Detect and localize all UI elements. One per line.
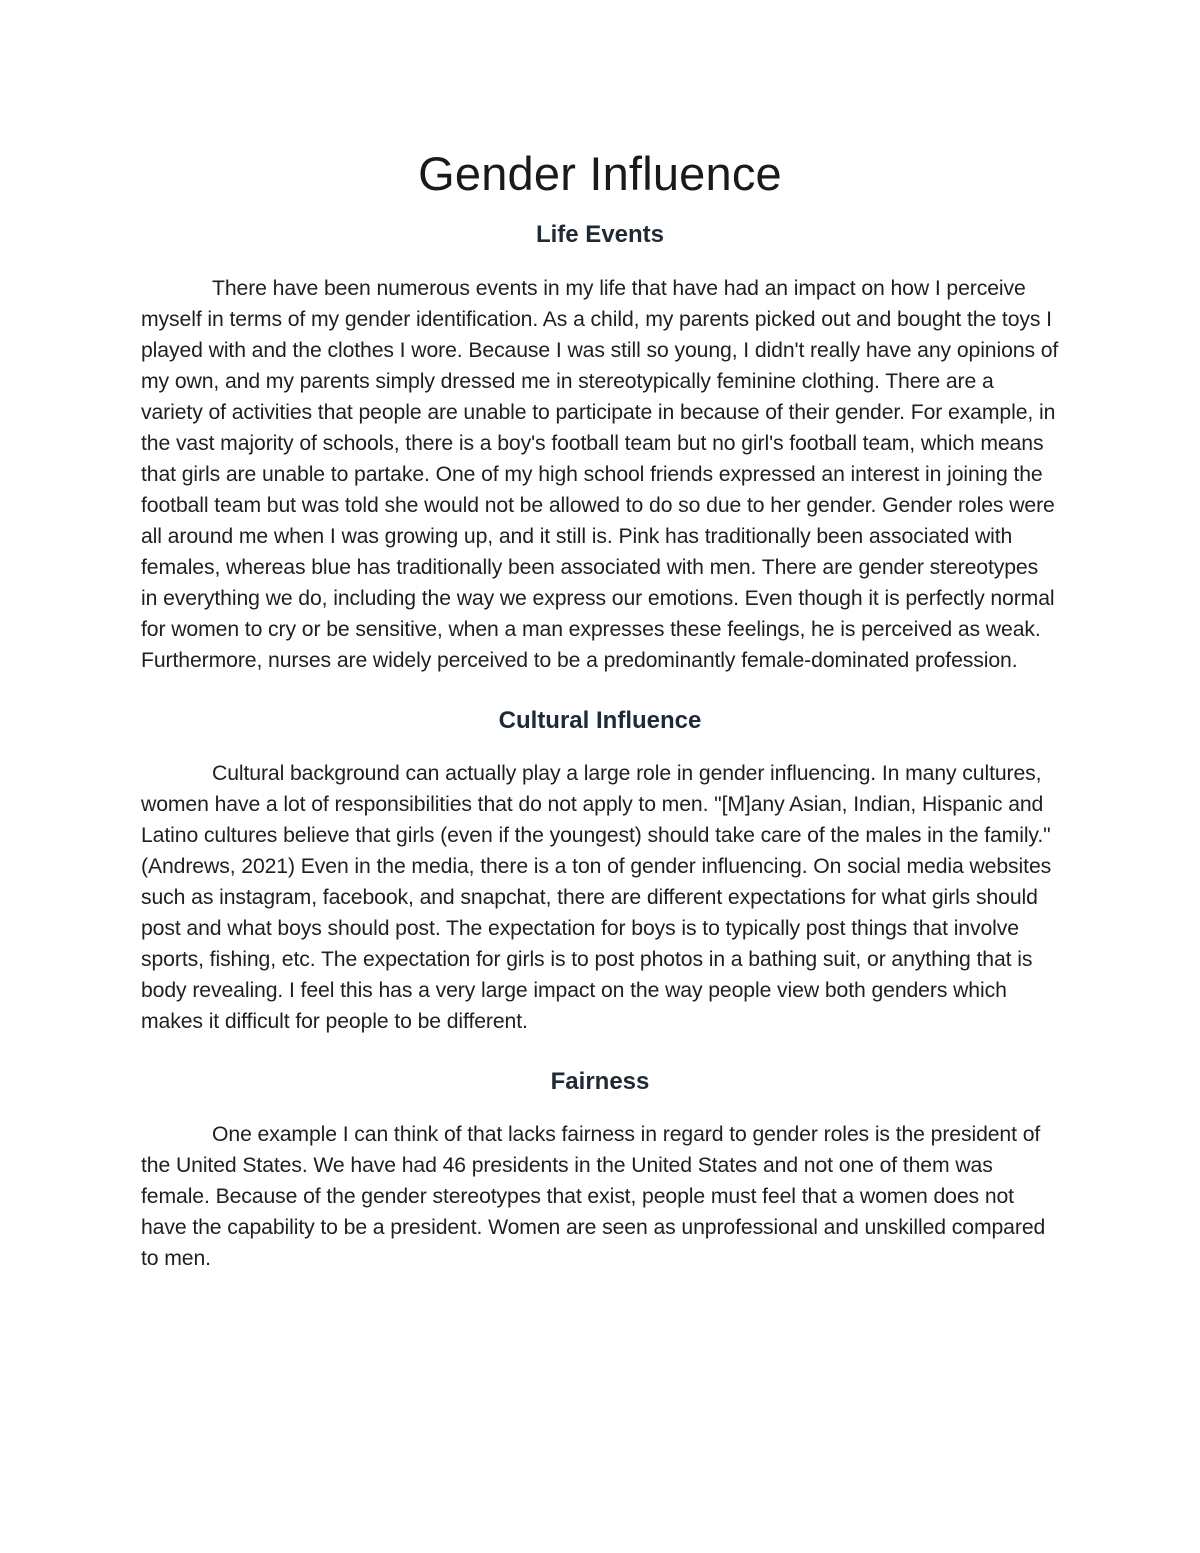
section-heading-cultural-influence: Cultural Influence — [498, 707, 702, 734]
paragraph-fairness: One example I can think of that lacks fairness in regard to gender roles is the president of the United States. We have had 46 presidents in the United States and not one of them was female. Because of the gender stereotypes that exist, people must feel that a women does not have the capability to be a president. Women are seen as unprofessional and unskilled compared to men. — [141, 1123, 1046, 1270]
section-heading-fairness: Fairness — [550, 1068, 650, 1095]
document-title: Gender Influence — [418, 147, 782, 200]
paragraph-life-events: There have been numerous events in my life that have had an impact on how I perceive myself in terms of my gender identification. As a child, my parents picked out and bought the toys I played with and the clothes I wore. Because I was still so young, I didn't really have any opinions of my own, and my parents simply dressed me in stereotypically feminine clothing. There are a variety of activities that people are unable to participate in because of their gender. For example, in the vast majority of schools, there is a boy's football team but no girl's football team, which means that girls are unable to partake. One of my high school friends expressed an interest in joining the football team but was told she would not be allowed to do so due to her gender. Gender roles were all around me when I was growing up, and it still is. Pink has traditionally been associated with females, whereas blue has traditionally been associated with men. There are gender stereotypes in everything we do, including the way we express our emotions. Even though it is perfectly normal for women to cry or be sensitive, when a man expresses these feelings, he is perceived as weak. Furthermore, nurses are widely perceived to be a predominantly female-dominated profession. — [141, 277, 1059, 672]
paragraph-cultural-influence: Cultural background can actually play a large role in gender influencing. In many cultures, women have a lot of responsibilities that do not apply to men. "[M]any Asian, Indian, Hispanic and Latino cultures believe that girls (even if the youngest) should take care of the males in the family." (Andrews, 2021) Even in the media, there is a ton of gender influencing. On social media websites such as instagram, facebook, and snapchat, there are different expectations for what girls should post and what boys should post. The expectation for boys is to typically post things that involve sports, fishing, etc. The expectation for girls is to post photos in a bathing suit, or anything that is body revealing. I feel this has a very large impact on the way people view both genders which makes it difficult for people to be different. — [141, 762, 1052, 1033]
section-heading-life-events: Life Events — [535, 221, 665, 248]
